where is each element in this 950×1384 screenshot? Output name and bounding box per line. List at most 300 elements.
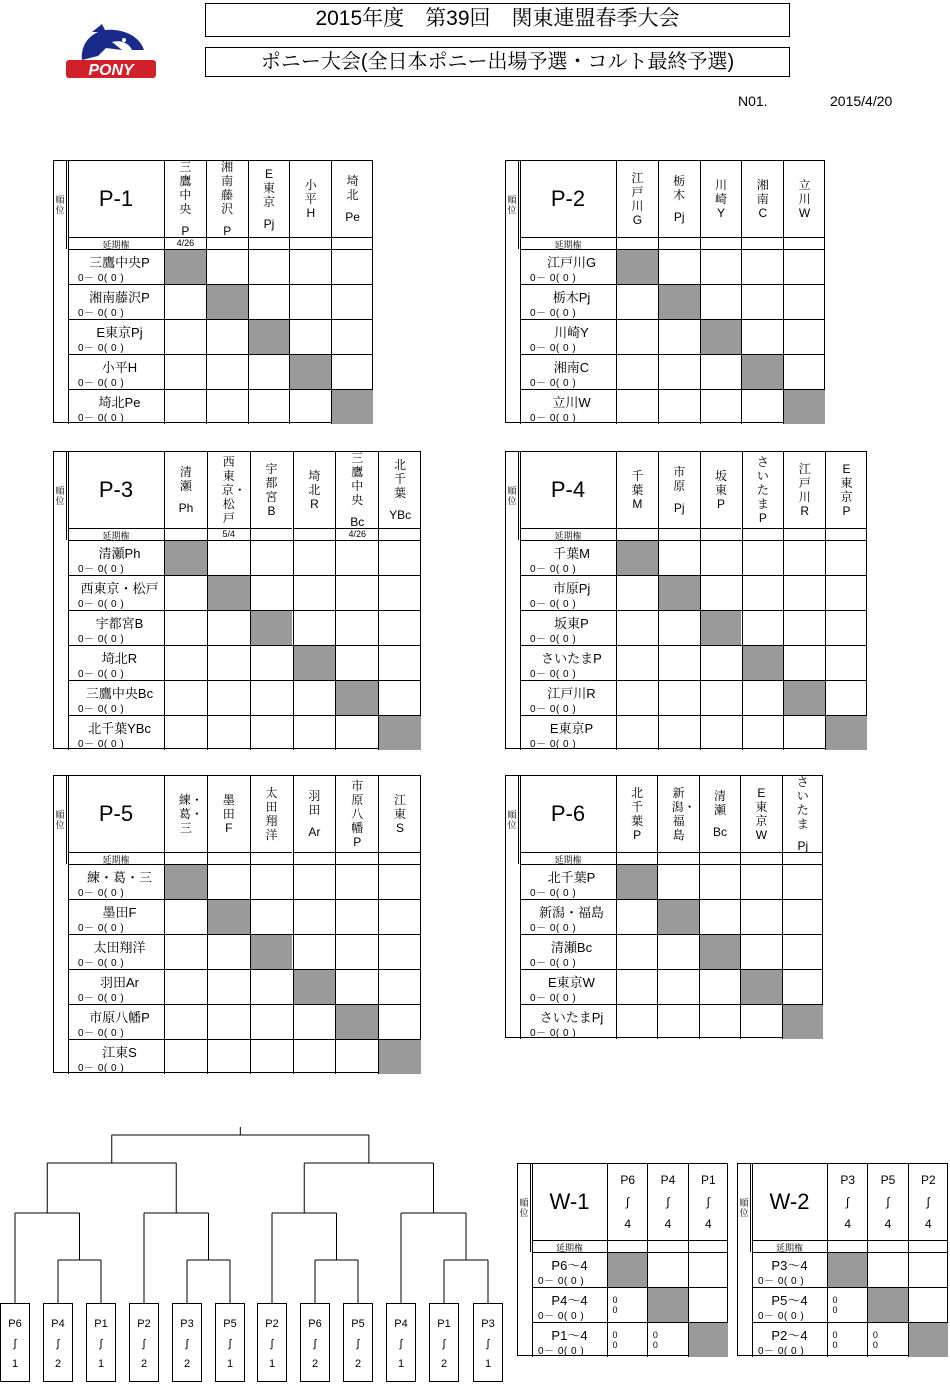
- grid-line: [783, 249, 784, 424]
- extension-date: [741, 237, 783, 249]
- seed-text: ∫: [926, 1195, 930, 1209]
- row-team-name: 埼北Pe: [98, 395, 141, 410]
- column-team-name: 千葉M: [631, 469, 644, 511]
- diagonal-gray-cell: [332, 390, 373, 424]
- rank-label: 順位: [506, 161, 519, 249]
- row-score: 0－ 0( 0 ): [530, 669, 577, 680]
- column-header-team: [699, 776, 740, 852]
- row-team-name: 栃木Pj: [552, 290, 591, 305]
- extension-date: [378, 852, 421, 864]
- preset-score-zero: 0: [872, 1340, 878, 1350]
- column-team-name: E東京W: [755, 786, 768, 842]
- bracket-slot: [172, 1303, 202, 1382]
- seed-text: ∫: [706, 1195, 710, 1209]
- column-team-name: 宇都宮B: [265, 462, 278, 518]
- column-header-team: [248, 161, 290, 237]
- column-team-name: 墨田F: [222, 793, 235, 835]
- bracket-slot-text: ∫: [99, 1338, 103, 1350]
- extension-date: [164, 852, 207, 864]
- bracket-slot-text: P6: [8, 1318, 22, 1330]
- seed-text: 4: [884, 1217, 892, 1231]
- row-score: 0－ 0( 0 ): [530, 413, 577, 424]
- column-team-abbr: Ar: [308, 825, 321, 839]
- bracket-slot-text: 1: [484, 1358, 492, 1370]
- bracket-slot-text: ∫: [228, 1338, 232, 1350]
- row-score: 0－ 0( 0 ): [530, 923, 577, 934]
- diagonal-gray-cell: [659, 576, 700, 610]
- column-header-team: [825, 452, 867, 528]
- row-team-name: 川崎Y: [554, 325, 589, 340]
- bracket-slot: [129, 1303, 159, 1382]
- extension-date: [658, 528, 700, 540]
- bracket-slot-text: ∫: [313, 1338, 317, 1350]
- column-header-team: [207, 452, 250, 528]
- extension-label: 延期権: [532, 1240, 607, 1252]
- row-score: 0－ 0( 0 ): [530, 1028, 577, 1039]
- grid-line: [250, 540, 251, 750]
- row-team-name: 坂東P: [554, 616, 589, 631]
- row-score: 0－ 0( 0 ): [530, 739, 577, 750]
- bracket-slot-text: ∫: [442, 1338, 446, 1350]
- row-team-name: E東京W: [548, 975, 595, 990]
- grid-line: [658, 249, 659, 424]
- column-team-name: 太田翔洋: [265, 786, 278, 842]
- seed-text: 4: [844, 1217, 851, 1231]
- row-team-name: 太田翔洋: [93, 940, 146, 955]
- column-header-team: [658, 161, 700, 237]
- row-team-name: 清瀬Bc: [550, 940, 593, 955]
- column-team-abbr: Pj: [673, 501, 685, 515]
- row-team-name: 北千葉P: [547, 870, 596, 885]
- bracket-slot-text: ∫: [56, 1338, 60, 1350]
- column-team-name: 羽田: [308, 789, 321, 817]
- bracket-slot-text: 2: [311, 1358, 319, 1370]
- diagonal-gray-cell: [658, 900, 698, 934]
- column-header-team: [335, 452, 378, 528]
- column-team-abbr: Bc: [712, 825, 727, 839]
- grid-line: [289, 249, 290, 424]
- bracket-slot-text: ∫: [270, 1338, 274, 1350]
- seed-text: P3: [840, 1173, 855, 1187]
- column-header-team: [741, 161, 783, 237]
- row-team-name: さいたまPj: [539, 1010, 604, 1025]
- row-seed-name: P5～4: [771, 1293, 808, 1308]
- extension-date: [657, 852, 698, 864]
- diagonal-gray-cell: [165, 865, 207, 899]
- bracket-slot-text: 1: [397, 1358, 405, 1370]
- pool-table: [505, 775, 823, 1038]
- extension-date: 5/4: [207, 528, 250, 540]
- bracket-slot-text: ∫: [399, 1338, 403, 1350]
- diagonal-gray-cell: [826, 716, 867, 750]
- pool-name: P-5: [98, 801, 134, 826]
- row-score: 0－ 0( 0 ): [538, 1311, 585, 1322]
- grid-line: [68, 776, 69, 1074]
- pool-name: W-1: [549, 1189, 590, 1214]
- diagonal-gray-cell: [617, 250, 658, 284]
- grid-line: [616, 540, 617, 750]
- tournament-title: 2015年度 第39回 関東連盟春季大会: [205, 3, 790, 37]
- row-score: 0－ 0( 0 ): [78, 993, 125, 1004]
- row-score: 0－ 0( 0 ): [758, 1346, 805, 1357]
- row-team-name: E東京Pj: [96, 325, 143, 340]
- preset-score-zero: 0: [832, 1295, 838, 1305]
- column-team-abbr: Ph: [178, 501, 194, 515]
- column-header-team: [742, 452, 784, 528]
- row-score: 0－ 0( 0 ): [78, 888, 125, 899]
- diagonal-gray-cell: [701, 611, 742, 645]
- grid-line: [741, 249, 742, 424]
- diagonal-gray-cell: [208, 900, 250, 934]
- row-team-name: 小平H: [101, 360, 138, 375]
- grid-line: [616, 249, 617, 424]
- column-team-name: 市原八幡P: [351, 779, 364, 849]
- row-team-name: 江東S: [102, 1045, 137, 1060]
- bracket-slot-text: P2: [137, 1318, 151, 1330]
- row-score: 0－ 0( 0 ): [78, 343, 125, 354]
- bracket-slot-text: 2: [54, 1358, 62, 1370]
- seed-text: P4: [660, 1173, 676, 1187]
- extension-label: 延期権: [68, 237, 164, 249]
- column-header-team: [616, 776, 657, 852]
- bracket-slot-text: P4: [51, 1318, 65, 1330]
- extension-date: [742, 528, 784, 540]
- extension-label: 延期権: [520, 528, 616, 540]
- row-team-name: 墨田F: [102, 905, 137, 920]
- column-team-name: 栃木: [673, 174, 686, 202]
- column-team-abbr: Bc: [350, 515, 365, 529]
- preset-score-zero: 0: [612, 1295, 618, 1305]
- extension-date: [207, 852, 250, 864]
- row-seed-name: P1～4: [551, 1328, 588, 1343]
- column-header-team: [335, 776, 378, 852]
- column-team-abbr: P: [181, 224, 190, 238]
- column-team-name: 清瀬: [713, 789, 726, 817]
- rank-label: 順位: [54, 452, 67, 540]
- row-team-name: 江戸川G: [546, 255, 597, 270]
- document-number: N01.: [738, 93, 768, 109]
- diagonal-gray-cell: [165, 541, 207, 575]
- pool-table: [505, 160, 825, 423]
- row-team-name: 立川W: [552, 395, 591, 410]
- grid-line: [293, 540, 294, 750]
- preset-score-zero: 0: [832, 1305, 838, 1315]
- diagonal-gray-cell: [207, 285, 248, 319]
- extension-date: 4/26: [164, 237, 206, 249]
- row-score: 0－ 0( 0 ): [758, 1276, 805, 1287]
- pool-name: P-2: [550, 186, 586, 211]
- column-team-name: 新潟・福島: [671, 786, 696, 842]
- diagonal-gray-cell: [689, 1323, 728, 1357]
- grid-line: [700, 249, 701, 424]
- grid-line: [331, 249, 332, 424]
- column-team-name: さいたま: [796, 775, 809, 831]
- bracket-slot: [429, 1303, 459, 1382]
- column-team-abbr: Pe: [345, 210, 360, 224]
- column-team-abbr: P: [223, 224, 232, 238]
- diagonal-gray-cell: [294, 646, 336, 680]
- column-team-name: 埼北R: [308, 469, 321, 511]
- row-score: 0－ 0( 0 ): [78, 1063, 125, 1074]
- column-team-name: 北千葉: [394, 458, 407, 500]
- row-score: 0－ 0( 0 ): [758, 1311, 805, 1322]
- grid-line: [378, 540, 379, 750]
- diagonal-gray-cell: [294, 970, 336, 1004]
- row-team-name: 羽田Ar: [99, 975, 139, 990]
- row-score: 0－ 0( 0 ): [78, 923, 125, 934]
- column-header-team: [250, 776, 293, 852]
- column-header-team: [293, 452, 336, 528]
- seed-text: 4: [624, 1217, 631, 1231]
- row-score: 0－ 0( 0 ): [530, 704, 577, 715]
- bracket-slot: [300, 1303, 330, 1382]
- grid-line: [783, 540, 784, 750]
- column-team-name: 市原: [673, 465, 686, 493]
- svg-text:PONY: PONY: [88, 62, 134, 79]
- column-header-team: [700, 452, 742, 528]
- extension-date: [783, 528, 825, 540]
- extension-date: [783, 237, 825, 249]
- diagonal-gray-cell: [251, 935, 293, 969]
- grid-line: [248, 249, 249, 424]
- diagonal-gray-cell: [379, 716, 421, 750]
- bracket-slot-text: 1: [268, 1358, 276, 1370]
- row-seed-name: P4～4: [551, 1293, 588, 1308]
- row-team-name: 新潟・福島: [538, 905, 604, 920]
- column-team-name: E東京: [262, 167, 275, 209]
- rank-label: 順位: [518, 1164, 531, 1252]
- row-score: 0－ 0( 0 ): [78, 634, 125, 645]
- rank-label: 順位: [54, 776, 67, 864]
- grid-line: [68, 452, 69, 750]
- bracket-slot: [86, 1303, 116, 1382]
- column-header-team: [250, 452, 293, 528]
- row-team-name: 埼北R: [101, 651, 138, 666]
- pool-table: [505, 451, 867, 749]
- row-score: 0－ 0( 0 ): [530, 888, 577, 899]
- column-header-team: [293, 776, 336, 852]
- column-team-name: 小平H: [304, 178, 317, 220]
- preset-score-zero: 0: [612, 1340, 618, 1350]
- row-team-name: E東京P: [549, 721, 594, 736]
- seed-text: P6: [620, 1173, 635, 1187]
- document-date: 2015/4/20: [830, 93, 893, 109]
- extension-label: 延期権: [520, 237, 616, 249]
- extension-date: [782, 852, 823, 864]
- bracket-slot-text: 2: [140, 1358, 148, 1370]
- column-team-abbr: Pj: [673, 210, 685, 224]
- column-header-team: [783, 161, 825, 237]
- row-score: 0－ 0( 0 ): [530, 993, 577, 1004]
- extension-date: [616, 237, 658, 249]
- diagonal-gray-cell: [336, 681, 378, 715]
- extension-date: [293, 528, 336, 540]
- column-header-team: [207, 776, 250, 852]
- column-header-team: [289, 161, 331, 237]
- preset-score-zero: 0: [652, 1340, 658, 1350]
- row-score: 0－ 0( 0 ): [530, 308, 577, 319]
- diagonal-gray-cell: [249, 320, 290, 354]
- extension-date: [250, 528, 293, 540]
- bracket-slot-text: ∫: [142, 1338, 146, 1350]
- column-team-name: 江戸川R: [798, 462, 811, 518]
- grid-line: [700, 540, 701, 750]
- diagonal-gray-cell: [336, 1005, 378, 1039]
- row-score: 0－ 0( 0 ): [538, 1346, 585, 1357]
- seed-text: P1: [700, 1173, 716, 1187]
- column-header-team: [740, 776, 781, 852]
- column-team-name: 坂東P: [715, 469, 728, 511]
- extension-date: [740, 852, 781, 864]
- bracket-slot: [0, 1303, 30, 1382]
- seed-text: ∫: [886, 1195, 890, 1209]
- row-score: 0－ 0( 0 ): [78, 308, 125, 319]
- grid-line: [164, 249, 165, 424]
- seed-text: 4: [924, 1217, 932, 1231]
- pool-name: P-6: [550, 801, 586, 826]
- tournament-subtitle: ポニー大会(全日本ポニー出場予選・コルト最終予選): [205, 47, 790, 77]
- diagonal-gray-cell: [617, 865, 657, 899]
- preset-score-zero: 0: [612, 1330, 618, 1340]
- row-team-name: 江戸川R: [547, 686, 596, 701]
- column-header-team: [658, 452, 700, 528]
- rank-label: 順位: [506, 452, 519, 540]
- seed-text: 4: [704, 1217, 712, 1231]
- diagonal-gray-cell: [909, 1323, 948, 1357]
- bracket-slot: [343, 1303, 373, 1382]
- column-team-abbr: Pj: [797, 839, 809, 853]
- column-team-name: 立川W: [798, 178, 811, 220]
- row-score: 0－ 0( 0 ): [78, 669, 125, 680]
- bracket-slot-text: P2: [265, 1318, 279, 1330]
- column-team-name: 湘南藤沢: [221, 160, 234, 216]
- column-team-name: 三鷹中央: [179, 160, 192, 216]
- column-team-name: 湘南C: [756, 178, 769, 220]
- column-header-team: [657, 776, 698, 852]
- bracket-slot-text: 1: [97, 1358, 105, 1370]
- extension-date: 4/26: [335, 528, 378, 540]
- row-team-name: さいたまP: [541, 651, 602, 666]
- bracket-slot-text: ∫: [185, 1338, 189, 1350]
- bracket-slot-text: P5: [223, 1318, 237, 1330]
- row-score: 0－ 0( 0 ): [78, 1028, 125, 1039]
- extension-date: [250, 852, 293, 864]
- bracket-slot: [473, 1303, 503, 1382]
- column-team-name: 北千葉P: [631, 786, 644, 842]
- row-seed-name: P2～4: [771, 1328, 808, 1343]
- diagonal-gray-cell: [743, 646, 784, 680]
- column-team-name: 練・葛・三: [178, 793, 203, 835]
- row-seed-name: P6～4: [551, 1258, 588, 1273]
- row-score: 0－ 0( 0 ): [530, 343, 577, 354]
- bracket-slot-text: 2: [354, 1358, 362, 1370]
- bracket-slot: [257, 1303, 287, 1382]
- extension-date: [206, 237, 248, 249]
- column-team-name: E東京P: [840, 462, 853, 518]
- diagonal-gray-cell: [741, 970, 781, 1004]
- bracket-slot: [215, 1303, 245, 1382]
- extension-label: 延期権: [520, 852, 616, 864]
- row-score: 0－ 0( 0 ): [530, 378, 577, 389]
- row-score: 0－ 0( 0 ): [78, 564, 125, 575]
- row-team-name: 市原Pj: [552, 581, 591, 596]
- seed-text: P5: [880, 1173, 896, 1187]
- column-team-abbr: YBc: [389, 508, 412, 522]
- extension-label: 延期権: [68, 528, 164, 540]
- row-team-name: 湘南藤沢P: [89, 290, 150, 305]
- column-header-team: [378, 452, 421, 528]
- bracket-slot-text: ∫: [356, 1338, 360, 1350]
- bracket-slot-text: P3: [180, 1318, 194, 1330]
- pool-name: P-1: [98, 186, 134, 211]
- row-score: 0－ 0( 0 ): [530, 634, 577, 645]
- row-score: 0－ 0( 0 ): [530, 958, 577, 969]
- row-score: 0－ 0( 0 ): [530, 564, 577, 575]
- column-header-team: [164, 161, 206, 237]
- grid-line: [520, 452, 521, 750]
- preset-score-zero: 0: [872, 1330, 878, 1340]
- row-team-name: 千葉M: [553, 546, 590, 561]
- grid-line: [699, 864, 700, 1039]
- bracket-slot-text: ∫: [486, 1338, 490, 1350]
- row-team-name: 三鷹中央P: [89, 255, 150, 270]
- row-score: 0－ 0( 0 ): [78, 599, 125, 610]
- extension-date: [164, 528, 207, 540]
- bracket-slot: [43, 1303, 73, 1382]
- diagonal-gray-cell: [784, 390, 825, 424]
- grid-line: [520, 161, 521, 424]
- pool-table: [53, 775, 421, 1073]
- bracket-slot: [386, 1303, 416, 1382]
- row-team-name: 北千葉YBc: [88, 721, 151, 736]
- diagonal-gray-cell: [783, 1005, 823, 1039]
- column-team-name: 江東S: [394, 793, 407, 835]
- row-team-name: 市原八幡P: [89, 1010, 150, 1025]
- preset-score-zero: 0: [652, 1330, 658, 1340]
- row-score: 0－ 0( 0 ): [78, 378, 125, 389]
- pool-name: P-4: [550, 477, 586, 502]
- preset-score-zero: 0: [832, 1330, 838, 1340]
- grid-line: [782, 864, 783, 1039]
- diagonal-gray-cell: [784, 681, 825, 715]
- extension-date: [700, 237, 742, 249]
- rank-label: 順位: [738, 1164, 751, 1252]
- row-team-name: 清瀬Ph: [98, 546, 141, 561]
- bracket-slot-text: P5: [351, 1318, 365, 1330]
- diagonal-gray-cell: [617, 541, 658, 575]
- grid-line: [207, 864, 208, 1074]
- row-team-name: 練・葛・三: [86, 870, 152, 885]
- bracket-slot-text: 2: [183, 1358, 191, 1370]
- grid-line: [520, 776, 521, 1039]
- grid-line: [825, 540, 826, 750]
- column-header-team: [206, 161, 248, 237]
- row-team-name: 西東京・松戸: [80, 581, 159, 596]
- extension-label: 延期権: [752, 1240, 827, 1252]
- grid-line: [742, 540, 743, 750]
- grid-line: [207, 540, 208, 750]
- pool-table: [53, 160, 373, 423]
- bracket-slot-text: ∫: [13, 1338, 17, 1350]
- grid-line: [335, 864, 336, 1074]
- column-team-name: 清瀬: [179, 465, 192, 493]
- column-header-team: [616, 161, 658, 237]
- bracket-slot-text: P1: [437, 1318, 451, 1330]
- column-team-name: 江戸川G: [631, 171, 644, 227]
- pool-name: P-3: [98, 477, 134, 502]
- grid-line: [164, 540, 165, 750]
- row-score: 0－ 0( 0 ): [78, 413, 125, 424]
